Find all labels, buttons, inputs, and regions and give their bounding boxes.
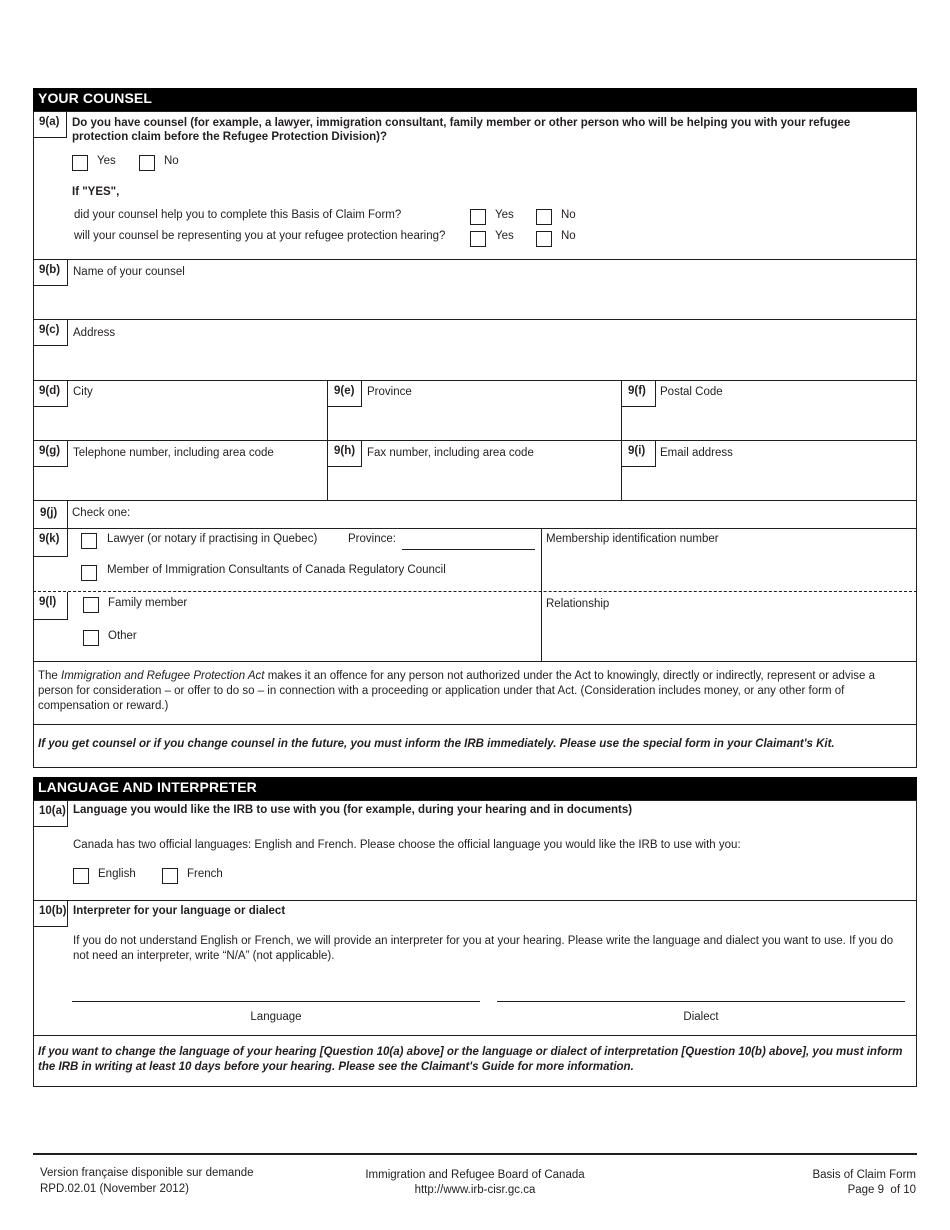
- section-header-your-counsel: YOUR COUNSEL: [33, 88, 917, 112]
- relationship-field[interactable]: [546, 617, 910, 655]
- change-counsel-notice: If you get counsel or if you change counsel in the future, you must inform the IRB immediately. Please use the special form in your Claimant's Kit.: [38, 738, 835, 750]
- lawyer-label: Lawyer (or notary if practising in Quebec): [107, 533, 318, 545]
- official-languages-text: Canada has two official languages: English and French. Please choose the official language you would like the IRB to use with you:: [73, 839, 741, 851]
- column-divider: [541, 528, 542, 661]
- divider: [33, 900, 917, 901]
- postal-code-field[interactable]: [658, 408, 908, 436]
- q9a-yes-checkbox[interactable]: [72, 155, 88, 171]
- divider: [33, 661, 917, 662]
- q9a-number: 9(a): [33, 112, 67, 138]
- french-label: French: [187, 868, 223, 880]
- dialect-field[interactable]: [497, 1001, 905, 1002]
- q9f-number: 9(f): [622, 381, 656, 407]
- help-complete-question: did your counsel help you to complete this Basis of Claim Form?: [74, 209, 402, 221]
- divider: [33, 440, 917, 441]
- page-number: Page 9 of 10: [847, 1184, 916, 1196]
- q9g-number: 9(g): [33, 441, 68, 467]
- lawyer-checkbox[interactable]: [81, 533, 97, 549]
- family-member-label: Family member: [108, 597, 188, 609]
- email-label: Email address: [660, 447, 733, 459]
- q9b-number: 9(b): [33, 260, 68, 286]
- french-version-note: Version française disponible sur demande: [40, 1167, 254, 1179]
- membership-id-field[interactable]: [546, 552, 910, 586]
- relationship-label: Relationship: [546, 598, 610, 610]
- lawyer-province-label: Province:: [348, 533, 396, 545]
- act-name: Immigration and Refugee Protection Act: [61, 670, 265, 682]
- other-label: Other: [108, 630, 137, 642]
- representing-yes-checkbox[interactable]: [470, 231, 486, 247]
- q9l-number: 9(l): [33, 592, 68, 620]
- family-member-checkbox[interactable]: [83, 597, 99, 613]
- representing-yes-label: Yes: [495, 230, 514, 242]
- q9a-question: Do you have counsel (for example, a lawyer, immigration consultant, family member or other person who will be helping you with your refugee protection claim before the Refugee Protection Division)?: [72, 117, 851, 143]
- province-field[interactable]: [364, 408, 614, 436]
- consultant-checkbox[interactable]: [81, 565, 97, 581]
- divider: [33, 724, 917, 725]
- lawyer-province-field[interactable]: [402, 549, 535, 550]
- form-name: Basis of Claim Form: [812, 1169, 916, 1181]
- province-label: Province: [367, 386, 412, 398]
- divider: [33, 319, 917, 320]
- city-field[interactable]: [70, 408, 320, 436]
- q9e-number: 9(e): [328, 381, 362, 407]
- if-yes-label: If "YES",: [72, 186, 120, 198]
- form-code: RPD.02.01 (November 2012): [40, 1183, 189, 1195]
- membership-id-label: Membership identification number: [546, 533, 719, 545]
- english-checkbox[interactable]: [73, 868, 89, 884]
- divider: [33, 380, 917, 381]
- act-offence-paragraph: [38, 669, 910, 714]
- other-checkbox[interactable]: [83, 630, 99, 646]
- q10a-number: 10(a): [33, 801, 68, 827]
- footer-rule: [33, 1153, 917, 1155]
- help-complete-no-label: No: [561, 209, 576, 221]
- representing-question: will your counsel be representing you at your refugee protection hearing?: [74, 230, 446, 242]
- divider: [33, 259, 917, 260]
- divider: [33, 528, 917, 529]
- q9j-number: 9(j): [40, 507, 58, 519]
- representing-no-checkbox[interactable]: [536, 231, 552, 247]
- website-url[interactable]: http://www.irb-cisr.gc.ca: [414, 1184, 536, 1196]
- q10a-question: Language you would like the IRB to use with you (for example, during your hearing and in documents): [73, 804, 633, 816]
- help-complete-yes-label: Yes: [495, 209, 514, 221]
- q10b-number: 10(b): [33, 901, 68, 927]
- fax-label: Fax number, including area code: [367, 447, 534, 459]
- q9k-number: 9(k): [33, 529, 68, 557]
- language-change-notice: If you want to change the language of your hearing [Question 10(a) above] or the language or dialect of interpretation [Question 10(b) above], you must inform the IRB in writing at least 10 days before your hearing. Please see the Claimant's Guide for more information.: [38, 1046, 903, 1073]
- act-text-pre: The: [38, 670, 62, 682]
- dialect-field-label: Dialect: [683, 1011, 719, 1023]
- postal-code-label: Postal Code: [660, 386, 723, 398]
- q9i-number: 9(i): [622, 441, 656, 467]
- address-label: Address: [73, 327, 116, 339]
- act-text-post: makes it an offence for any person not authorized under the Act to knowingly, directly or indirectly, represent or advise a person for consideration – or offer to do so – in connection with a proceeding or application under that Act. (Consideration includes money, or any other form of compensation or reward.): [38, 670, 875, 712]
- check-one-label: Check one:: [72, 507, 131, 519]
- help-complete-no-checkbox[interactable]: [536, 209, 552, 225]
- divider: [33, 500, 917, 501]
- telephone-label: Telephone number, including area code: [73, 447, 274, 459]
- consultant-label: Member of Immigration Consultants of Canada Regulatory Council: [107, 564, 446, 576]
- city-label: City: [73, 386, 93, 398]
- q10b-question: Interpreter for your language or dialect: [73, 905, 286, 917]
- dashed-divider: [33, 591, 917, 592]
- q9a-no-checkbox[interactable]: [139, 155, 155, 171]
- column-divider: [67, 500, 68, 528]
- fax-field[interactable]: [364, 468, 614, 496]
- q9d-number: 9(d): [33, 381, 68, 407]
- english-label: English: [98, 868, 136, 880]
- interpreter-instructions: If you do not understand English or French, we will provide an interpreter for you at your hearing. Please write the language and dialect you want to use. If you do not need an interpreter, write “N/A” (not applicable).: [73, 935, 894, 962]
- q9a-yes-label: Yes: [97, 155, 116, 167]
- french-checkbox[interactable]: [162, 868, 178, 884]
- organization-name: Immigration and Refugee Board of Canada: [365, 1169, 585, 1181]
- counsel-name-field[interactable]: [70, 284, 910, 314]
- q9c-number: 9(c): [33, 320, 68, 346]
- language-field-label: Language: [250, 1011, 302, 1023]
- address-field[interactable]: [70, 346, 910, 376]
- section-header-language: LANGUAGE AND INTERPRETER: [33, 777, 917, 801]
- q9h-number: 9(h): [328, 441, 362, 467]
- email-field[interactable]: [658, 468, 908, 496]
- telephone-field[interactable]: [70, 468, 320, 496]
- help-complete-yes-checkbox[interactable]: [470, 209, 486, 225]
- language-field[interactable]: [72, 1001, 480, 1002]
- q9a-no-label: No: [164, 155, 179, 167]
- divider: [33, 1035, 917, 1036]
- counsel-name-label: Name of your counsel: [73, 266, 185, 278]
- representing-no-label: No: [561, 230, 576, 242]
